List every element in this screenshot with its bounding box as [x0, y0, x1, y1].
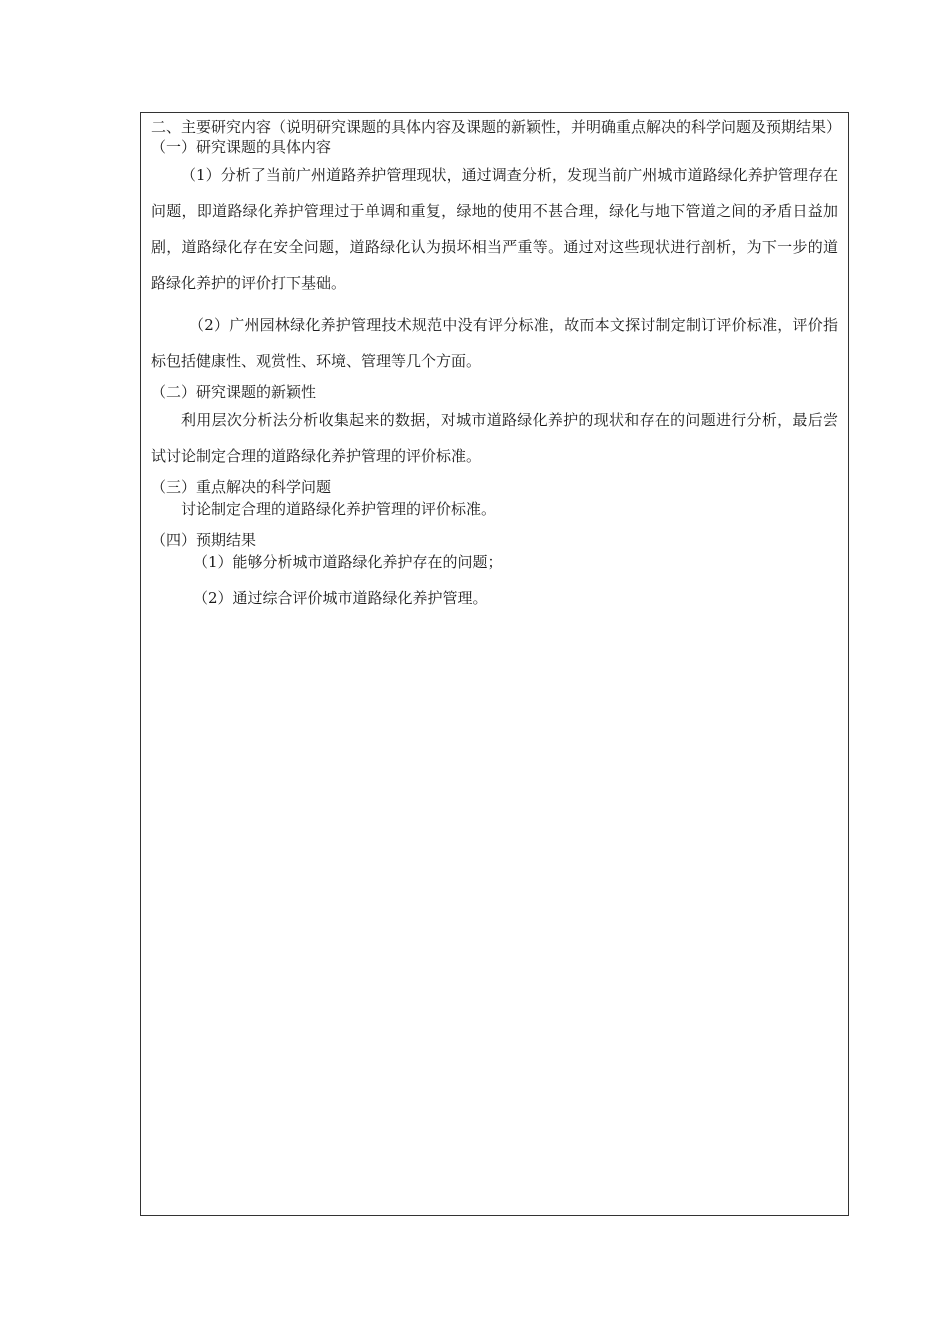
- part3-title: （三）重点解决的科学问题: [151, 478, 332, 496]
- part1-title: （一）研究课题的具体内容: [151, 138, 332, 156]
- part2-title: （二）研究课题的新颖性: [151, 383, 317, 401]
- part4-item1: （1）能够分析城市道路绿化养护存在的问题；: [193, 553, 503, 571]
- part4-title: （四）预期结果: [151, 531, 257, 549]
- content-table-cell: [140, 112, 849, 1216]
- part2-text: 利用层次分析法分析收集起来的数据，对城市道路绿化养护的现状和存在的问题进行分析，最后尝试讨论制定合理的道路绿化养护管理的评价标准。: [151, 411, 838, 465]
- part1-item2: （2）广州园林绿化养护管理技术规范中没有评分标准，故而本文探讨制定制订评价标准，评价指标包括健康性、观赏性、环境、管理等几个方面。: [151, 316, 838, 370]
- part4-item2: （2）通过综合评价城市道路绿化养护管理。: [193, 589, 488, 607]
- part1-item1: （1）分析了当前广州道路养护管理现状，通过调查分析，发现当前广州城市道路绿化养护管理存在问题，即道路绿化养护管理过于单调和重复，绿地的使用不甚合理，绿化与地下管道之间的矛盾日益加剧，道路绿化存在安全问题，道路绿化认为损坏相当严重等。通过对这些现状进行剖析，为下一步的道路绿化养护的评价打下基础。: [151, 166, 838, 292]
- section-heading: 二、主要研究内容（说明研究课题的具体内容及课题的新颖性，并明确重点解决的科学问题及预期结果）: [151, 118, 842, 136]
- part3-text: 讨论制定合理的道路绿化养护管理的评价标准。: [181, 500, 497, 518]
